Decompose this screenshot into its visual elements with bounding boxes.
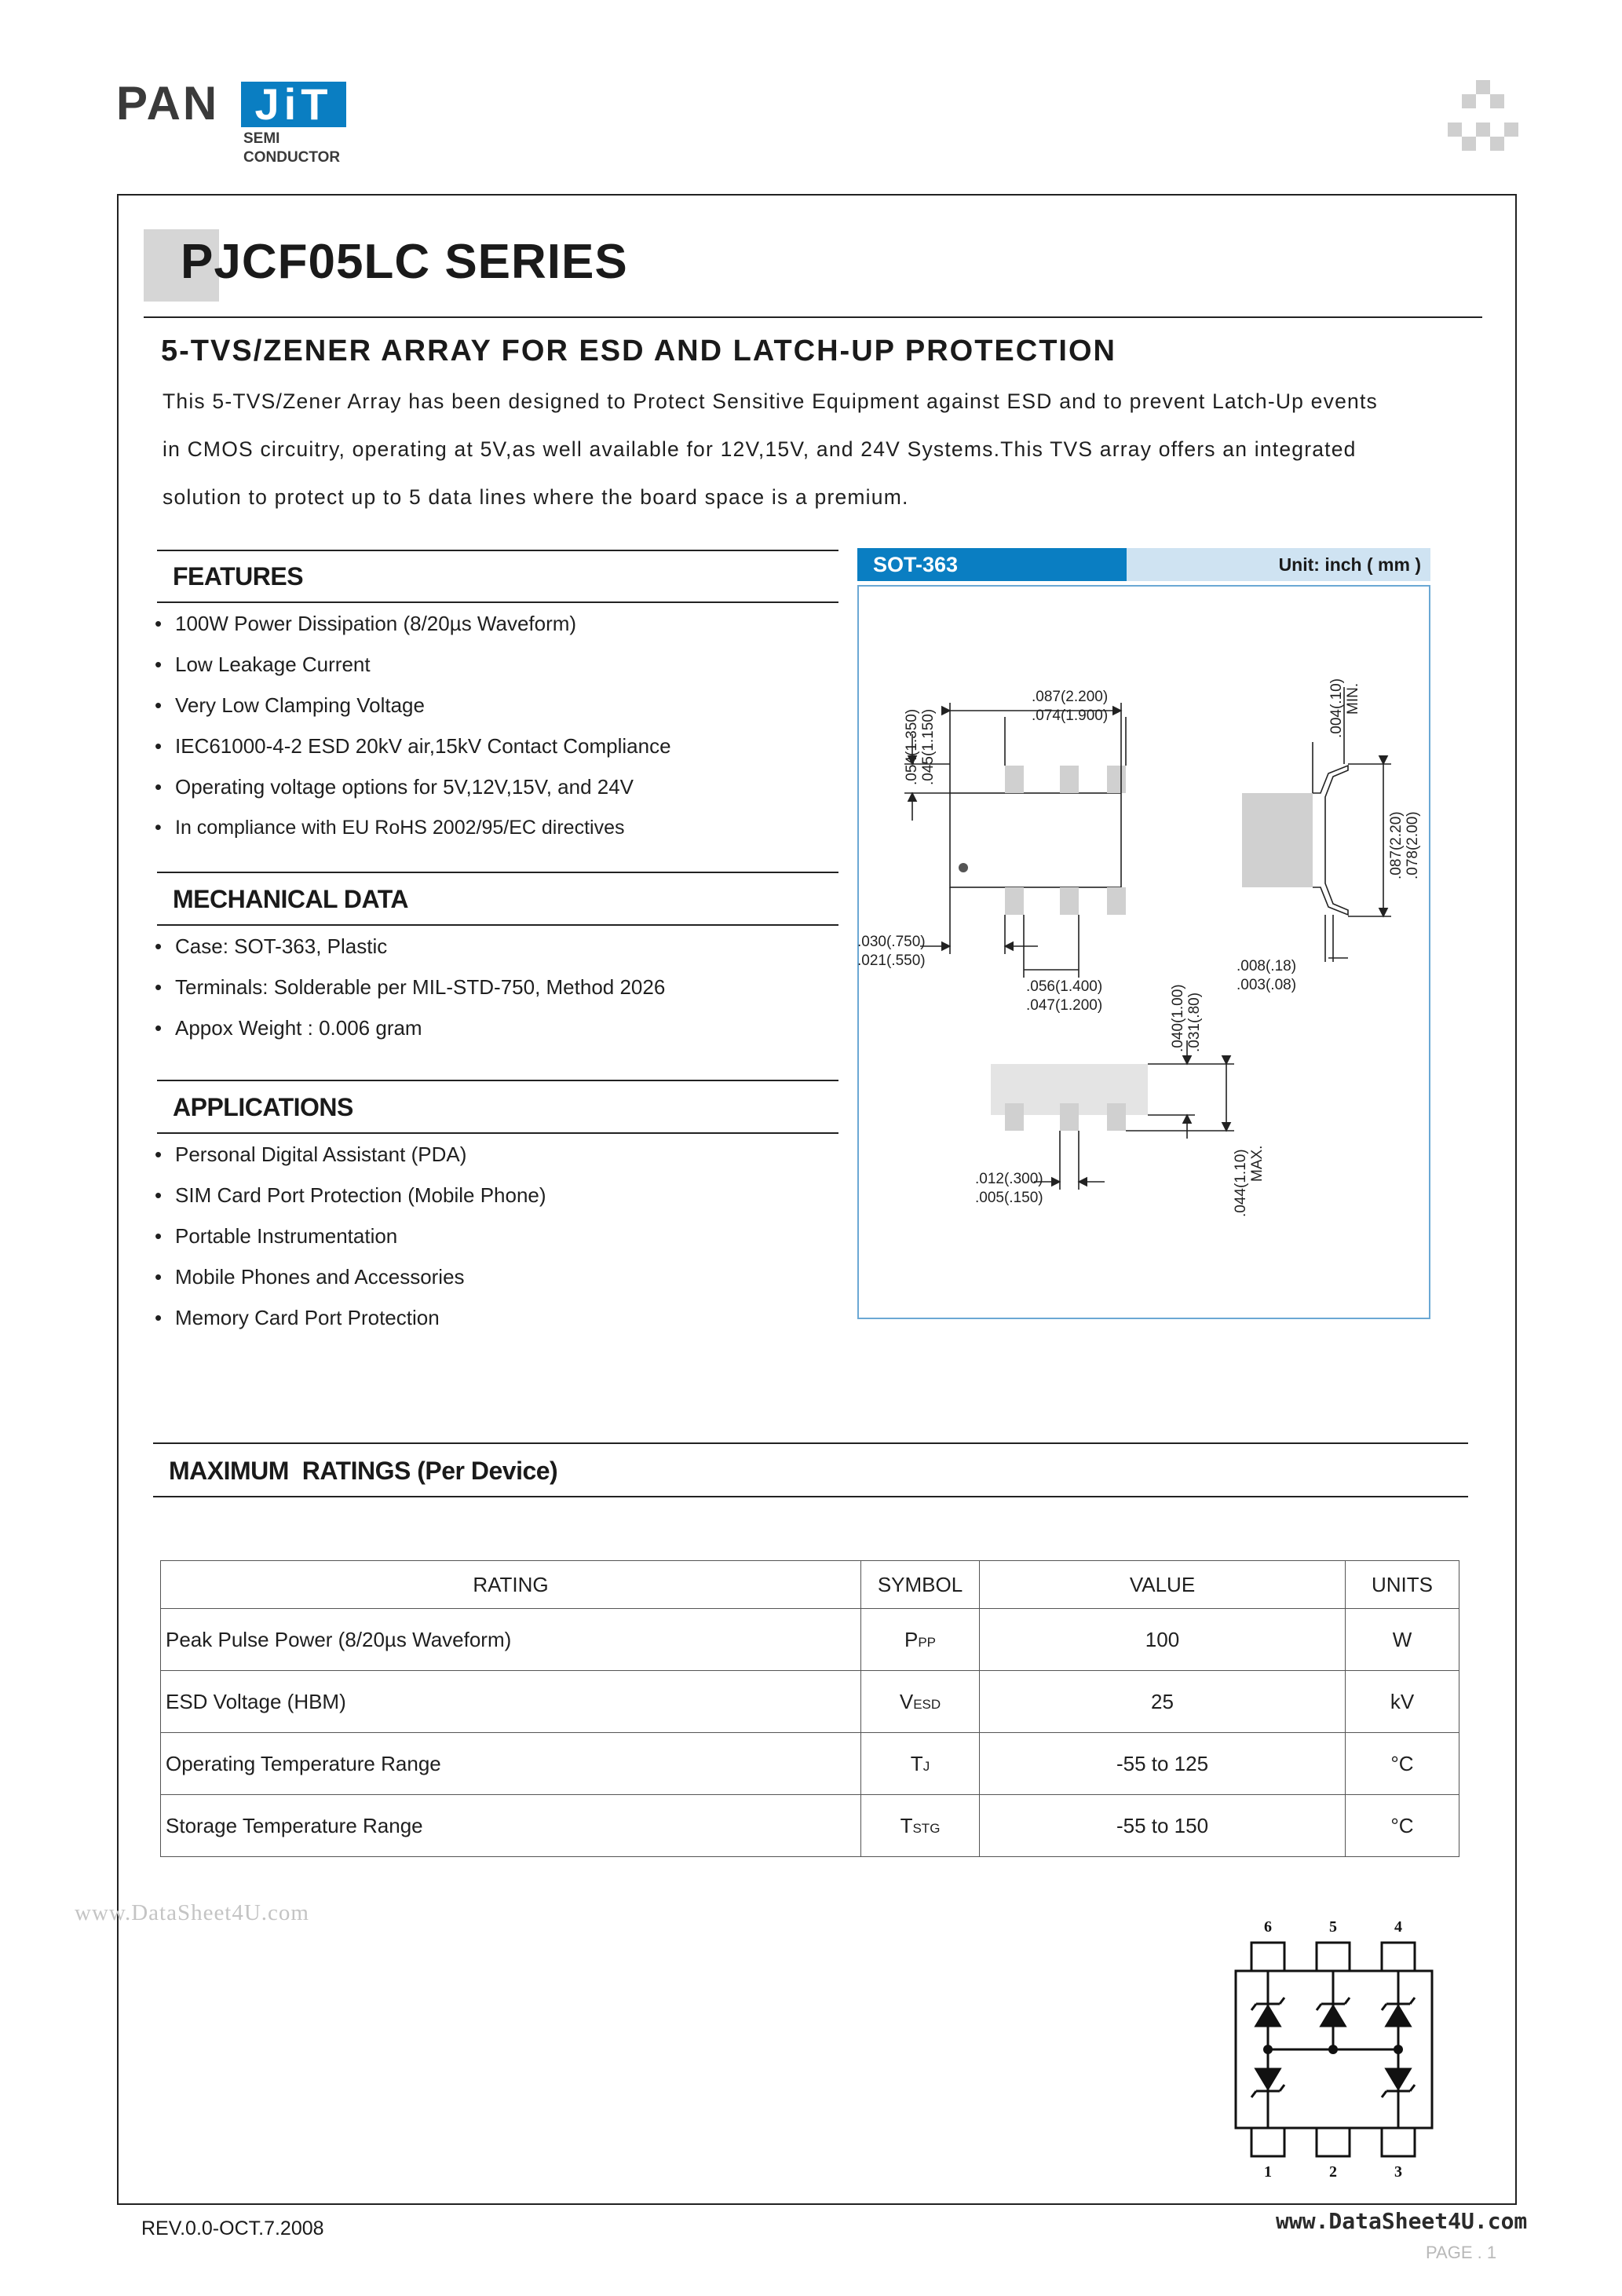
feature-item: • In compliance with EU RoHS 2002/95/EC directives [155,817,625,839]
unit-cell: °C [1346,1733,1459,1795]
title-rule [144,316,1482,318]
dim-lead-h1: .054(1.350) [904,708,920,785]
symbol-cell: PPP [861,1609,980,1671]
mechanical-item: • Appox Weight : 0.006 gram [155,1016,422,1040]
logo-semi: SEMI [243,130,280,147]
dim-side-h2: .078(2.00) [1405,811,1421,879]
application-item: • Mobile Phones and Accessories [155,1265,465,1289]
pin-1-label: 1 [1264,2163,1272,2181]
table-row [161,1609,1459,1671]
dim-pitch1: .030(.750) [857,934,926,950]
pin-6-label: 6 [1264,1918,1272,1936]
dim-span2: .047(1.200) [1026,997,1103,1014]
rating-cell: Operating Temperature Range [161,1733,861,1795]
features-rule-top [157,550,838,551]
unit-cell: kV [1346,1671,1459,1733]
package-name: SOT-363 [857,548,1127,581]
dim-lead-h2: .045(1.150) [920,708,937,785]
dim-max2: MAX. [1249,1145,1266,1182]
feature-item: • 100W Power Dissipation (8/20µs Waveform) [155,612,577,635]
value-cell: -55 to 150 [980,1795,1346,1857]
page-title: PJCF05LC SERIES [181,235,628,289]
dim-lead-w2: .005(.150) [975,1190,1043,1206]
ratings-table [160,1560,1459,1857]
description-line-2: in CMOS circuitry, operating at 5V,as well available for 12V,15V, and 24V Systems.This TVS array offers an integrated [163,437,1357,461]
col-rating: RATING [161,1561,861,1609]
mechanical-rule-top [157,872,838,873]
page-number: PAGE . 1 [1426,2243,1497,2262]
package-unit: Unit: inch ( mm ) [1278,554,1421,575]
mechanical-item: • Terminals: Solderable per MIL-STD-750, Method 2026 [155,975,666,999]
dim-lead-w1: .012(.300) [975,1171,1043,1187]
table-row [161,1733,1459,1795]
revision-text: REV.0.0-OCT.7.2008 [141,2217,324,2239]
description-line-3: solution to protect up to 5 data lines where the board space is a premium. [163,485,909,509]
ratings-header-row [161,1561,1459,1609]
logo-jit: JiT [241,82,346,127]
pin-3-label: 3 [1394,2163,1402,2181]
dim-thk2: .003(.08) [1237,977,1297,993]
symbol-cell: TJ [861,1733,980,1795]
dim-span1: .056(1.400) [1026,978,1103,995]
feature-item: • IEC61000-4-2 ESD 20kV air,15kV Contact Compliance [155,734,671,758]
dim-body-h2: .031(.80) [1186,992,1203,1052]
ratings-rule-bottom [153,1496,1468,1497]
dim-thk1: .008(.18) [1237,958,1297,974]
pin-2-label: 2 [1329,2163,1337,2181]
checker-pattern-icon [1448,80,1518,151]
subtitle: 5-TVS/ZENER ARRAY FOR ESD AND LATCH-UP PROTECTION [161,335,1116,367]
rating-cell: ESD Voltage (HBM) [161,1671,861,1733]
mechanical-item: • Case: SOT-363, Plastic [155,934,388,958]
col-value: VALUE [980,1561,1346,1609]
value-cell: 25 [980,1671,1346,1733]
pin-5-label: 5 [1329,1918,1337,1936]
feature-item: • Very Low Clamping Voltage [155,693,425,717]
symbol-cell: TSTG [861,1795,980,1857]
dim-min1: .004(.10) [1328,678,1345,738]
logo-conductor: CONDUCTOR [243,149,341,166]
col-symbol: SYMBOL [861,1561,980,1609]
value-cell: 100 [980,1609,1346,1671]
mechanical-heading: MECHANICAL DATA [173,885,409,913]
dim-top-w2: .074(1.900) [1032,707,1109,724]
mechanical-rule-bottom [157,924,838,926]
value-cell: -55 to 125 [980,1733,1346,1795]
application-item: • SIM Card Port Protection (Mobile Phone) [155,1183,546,1207]
dim-top-w1: .087(2.200) [1032,689,1109,705]
ratings-rule-top [153,1442,1468,1444]
features-rule-bottom [157,601,838,603]
dim-max1: .044(1.10) [1233,1149,1249,1217]
applications-rule-top [157,1080,838,1081]
rating-cell: Storage Temperature Range [161,1795,861,1857]
col-units: UNITS [1346,1561,1459,1609]
table-row [161,1671,1459,1733]
site-link[interactable]: www.DataSheet4U.com [1276,2208,1528,2234]
ratings-heading: MAXIMUM RATINGS (Per Device) [169,1457,558,1485]
applications-heading: APPLICATIONS [173,1093,353,1121]
table-row [161,1795,1459,1857]
description-line-1: This 5-TVS/Zener Array has been designed to Protect Sensitive Equipment against ESD and to prevent Latch-Up events [163,389,1378,413]
unit-cell: W [1346,1609,1459,1671]
features-heading: FEATURES [173,562,304,590]
dim-body-h1: .040(1.00) [1170,984,1186,1052]
unit-cell: °C [1346,1795,1459,1857]
watermark-text: www.DataSheet4U.com [75,1900,309,1925]
package-outline-drawing [857,585,1430,1319]
pin-4-label: 4 [1394,1918,1402,1936]
application-item: • Personal Digital Assistant (PDA) [155,1143,467,1166]
applications-rule-bottom [157,1132,838,1134]
dim-pitch2: .021(.550) [857,952,926,969]
dim-min2: MIN. [1345,682,1361,715]
symbol-cell: VESD [861,1671,980,1733]
application-item: • Portable Instrumentation [155,1224,398,1248]
rating-cell: Peak Pulse Power (8/20µs Waveform) [161,1609,861,1671]
dim-side-h1: .087(2.20) [1388,811,1405,879]
feature-item: • Operating voltage options for 5V,12V,15V, and 24V [155,775,634,799]
application-item: • Memory Card Port Protection [155,1306,440,1329]
pinout-schematic [1217,1916,1468,2183]
logo-pan: PAN [116,77,220,130]
feature-item: • Low Leakage Current [155,653,371,676]
